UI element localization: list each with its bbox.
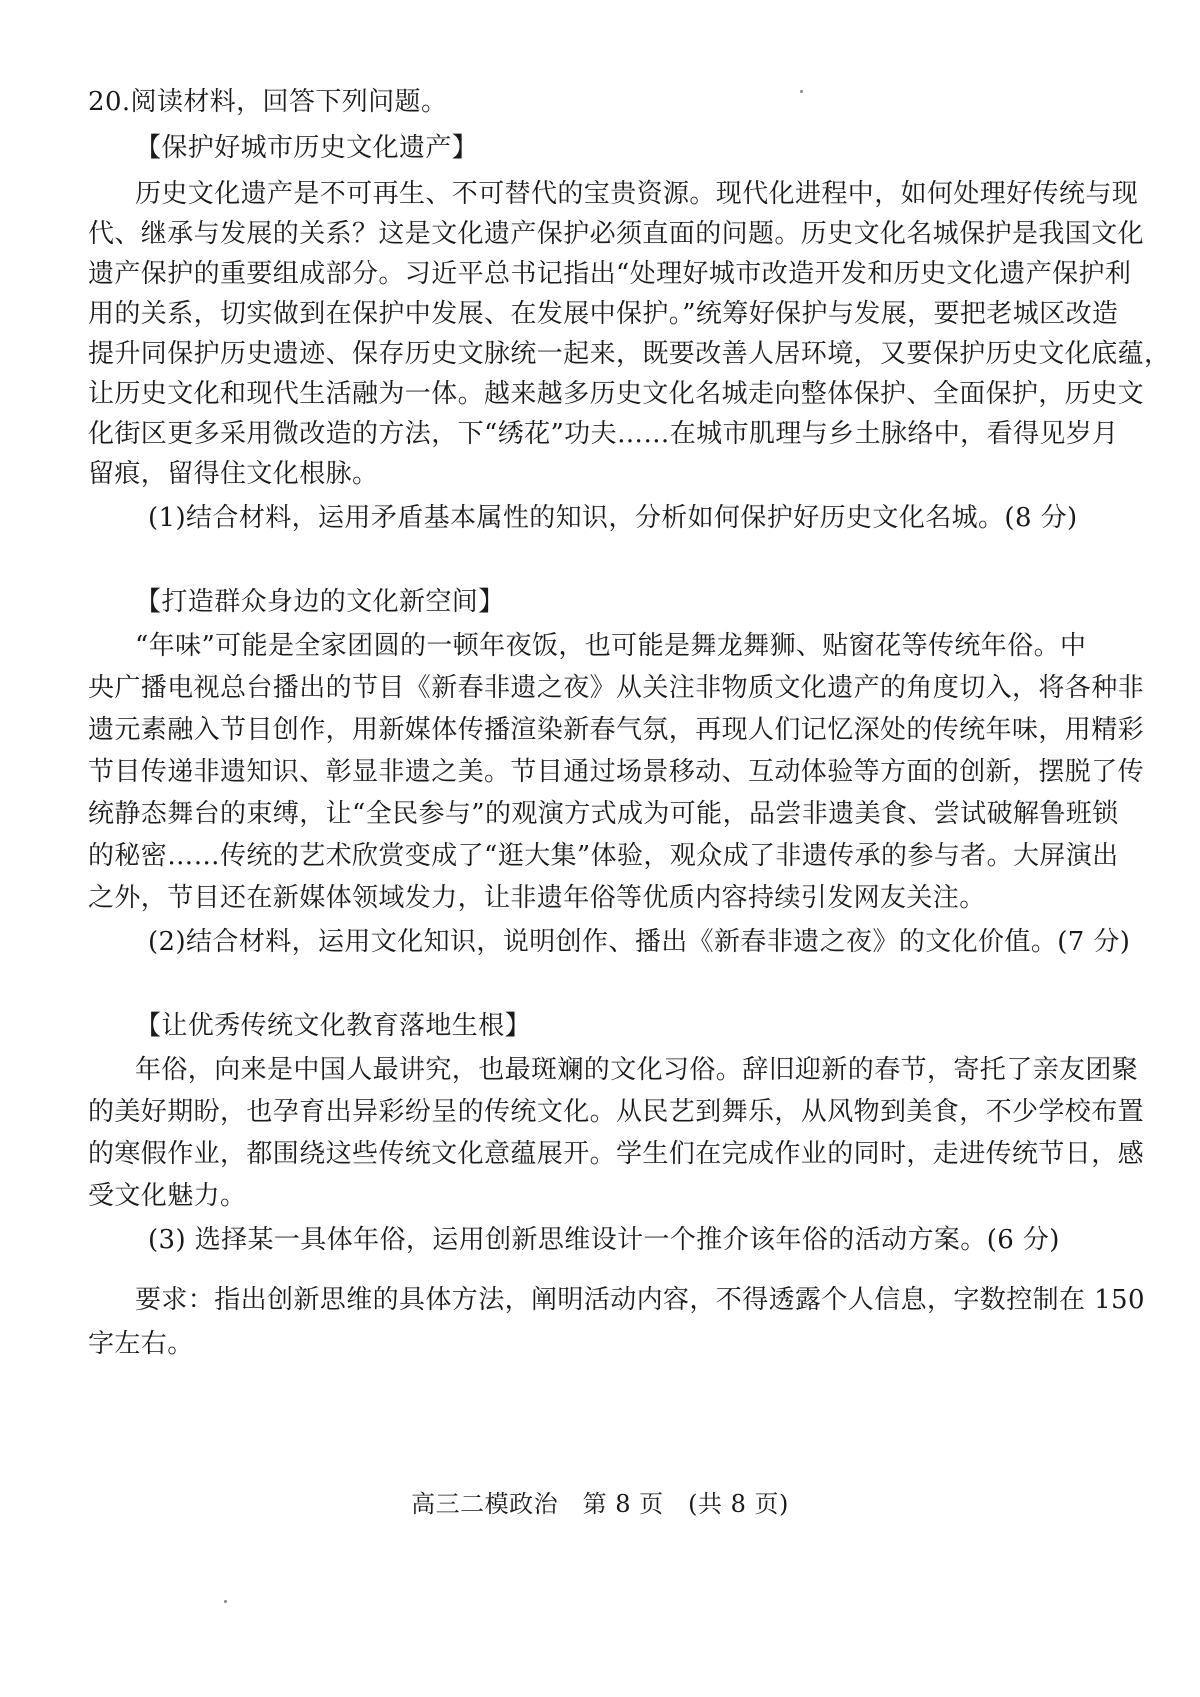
question-heading: 20.阅读材料，回答下列问题。 xyxy=(88,87,448,117)
paragraph-line: 让历史文化和现代生活融为一体。越来越多历史文化名城走向整体保护、全面保护，历史文 xyxy=(88,379,1145,409)
paragraph-line: 之外，节目还在新媒体领域发力，让非遗年俗等优质内容持续引发网友关注。 xyxy=(88,883,986,913)
paragraph-line: 历史文化遗产是不可再生、不可替代的宝贵资源。现代化进程中，如何处理好传统与现 xyxy=(135,179,1139,209)
paragraph-line: 遗元素融入节目创作，用新媒体传播渲染新春气氛，再现人们记忆深处的传统年味，用精彩 xyxy=(88,715,1145,745)
requirement-line: 要求：指出创新思维的具体方法，阐明活动内容，不得透露个人信息，字数控制在 150 xyxy=(135,1285,1145,1315)
scan-speck xyxy=(800,90,803,93)
paragraph-line: 受文化魅力。 xyxy=(88,1181,247,1211)
paragraph-line: 的秘密……传统的艺术欣赏变成了“逛大集”体验，观众成了非遗传承的参与者。大屏演出 xyxy=(88,841,1119,871)
paragraph-line: 的寒假作业，都围绕这些传统文化意蕴展开。学生们在完成作业的同时，走进传统节日，感 xyxy=(88,1139,1145,1169)
page-footer: 高三二模政治 第 8 页 (共 8 页) xyxy=(411,1490,789,1518)
paragraph-line: 的美好期盼，也孕育出异彩纷呈的传统文化。从民艺到舞乐，从风物到美食，不少学校布置 xyxy=(88,1097,1145,1127)
section-title-heritage: 【保护好城市历史文化遗产】 xyxy=(135,133,479,163)
requirement-line: 字左右。 xyxy=(88,1329,194,1359)
sub-question-2: (2)结合材料，运用文化知识，说明创作、播出《新春非遗之夜》的文化价值。(7 分) xyxy=(148,927,1131,957)
paragraph-line: 化街区更多采用微改造的方法，下“绣花”功夫……在城市肌理与乡土脉络中，看得见岁月 xyxy=(88,419,1119,449)
scan-speck xyxy=(224,1600,227,1603)
sub-question-3: (3) 选择某一具体年俗，运用创新思维设计一个推介该年俗的活动方案。(6 分) xyxy=(148,1225,1060,1255)
paragraph-line: 年俗，向来是中国人最讲究，也最斑斓的文化习俗。辞旧迎新的春节，寄托了亲友团聚 xyxy=(135,1055,1139,1085)
paragraph-line: 用的关系，切实做到在保护中发展、在发展中保护。”统筹好保护与发展，要把老城区改造 xyxy=(88,299,1119,329)
paragraph-line: 留痕，留得住文化根脉。 xyxy=(88,459,379,489)
section-title-cultural-space: 【打造群众身边的文化新空间】 xyxy=(135,587,505,617)
paragraph-line: 代、继承与发展的关系？这是文化遗产保护必须直面的问题。历史文化名城保护是我国文化 xyxy=(88,219,1145,249)
paragraph-line: 提升同保护历史遗迹、保存历史文脉统一起来，既要改善人居环境，又要保护历史文化底蕴， xyxy=(88,339,1171,369)
paragraph-line: “年味”可能是全家团圆的一顿年夜饭，也可能是舞龙舞狮、贴窗花等传统年俗。中 xyxy=(135,631,1087,661)
paragraph-line: 统静态舞台的束缚，让“全民参与”的观演方式成为可能，品尝非遗美食、尝试破解鲁班锁 xyxy=(88,799,1119,829)
paragraph-line: 央广播电视总台播出的节目《新春非遗之夜》从关注非物质文化遗产的角度切入，将各种非 xyxy=(88,673,1145,703)
paragraph-line: 节目传递非遗知识、彰显非遗之美。节目通过场景移动、互动体验等方面的创新，摆脱了传 xyxy=(88,757,1145,787)
section-title-education: 【让优秀传统文化教育落地生根】 xyxy=(135,1011,532,1041)
paragraph-line: 遗产保护的重要组成部分。习近平总书记指出“处理好城市改造开发和历史文化遗产保护利 xyxy=(88,259,1132,289)
sub-question-1: (1)结合材料，运用矛盾基本属性的知识，分析如何保护好历史文化名城。(8 分) xyxy=(148,503,1078,533)
